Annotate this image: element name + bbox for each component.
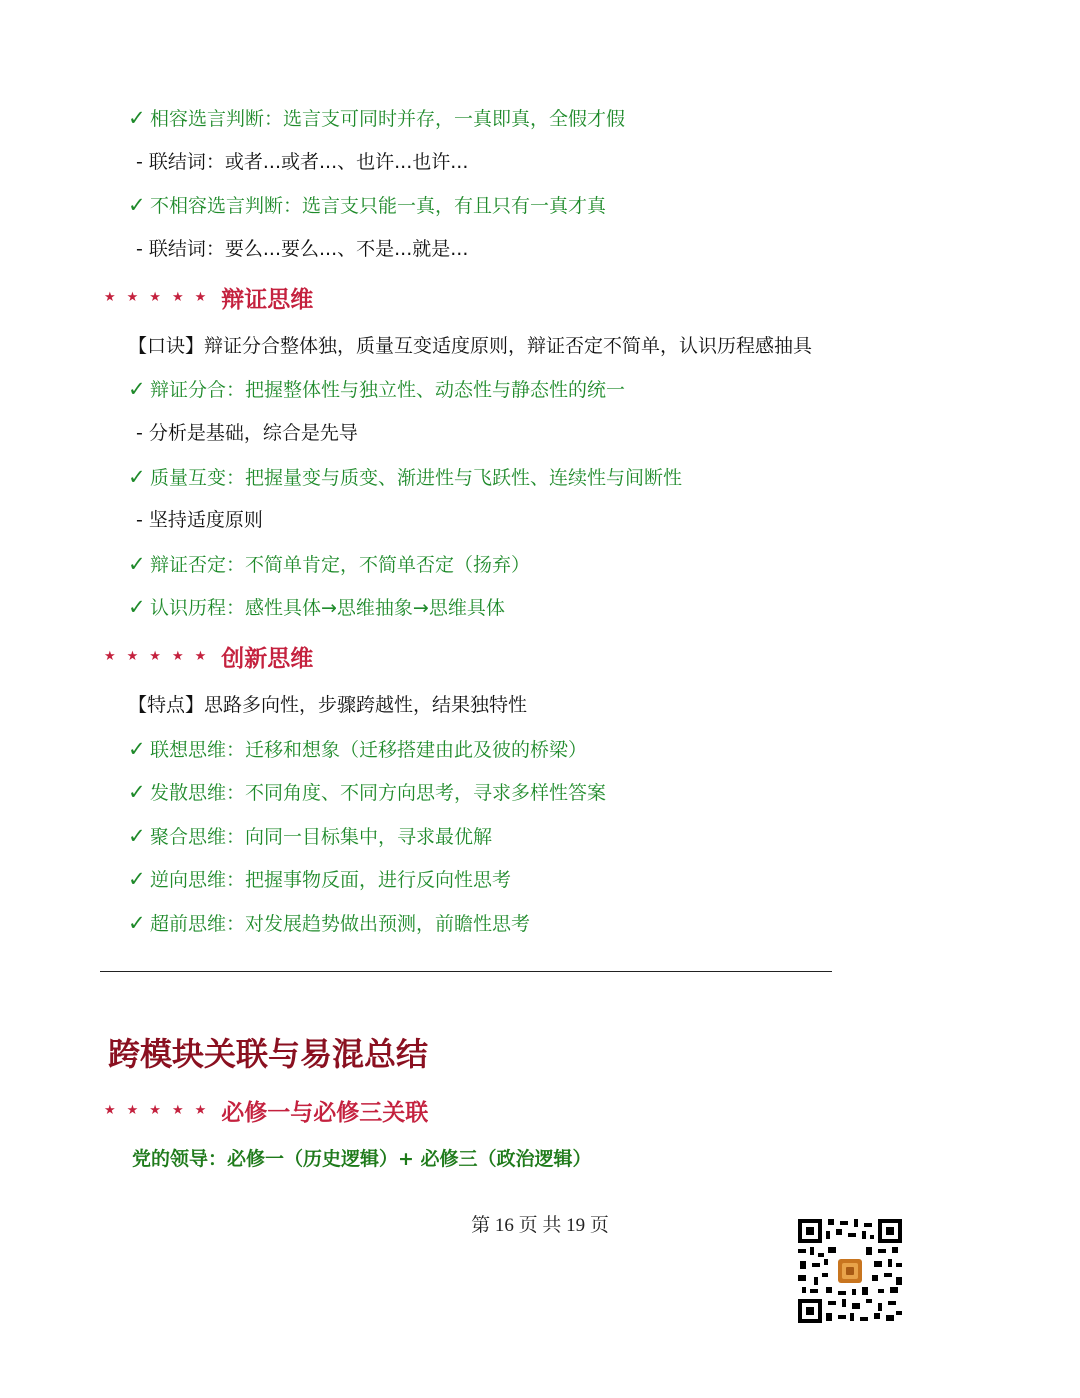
heading-text: 必修一与必修三关联 (221, 1099, 429, 1126)
check-icon: ✓ (128, 595, 146, 619)
innovation-item (128, 736, 587, 763)
check-icon: ✓ (128, 780, 146, 804)
stars-icon: ★★★★★ (104, 648, 218, 664)
innovation-item (128, 910, 530, 937)
check-icon: ✓ (128, 911, 146, 935)
logic-item-incompatible (128, 192, 606, 219)
item-text: 联想思维：迁移和想象（迁移搭建由此及彼的桥梁） (150, 739, 588, 761)
item-text: 逆向思维：把握事物反面，进行反向性思考 (150, 869, 512, 891)
logic-item-compatible (128, 105, 625, 132)
check-icon: ✓ (128, 552, 146, 576)
item-text: 超前思维：对发展趋势做出预测，前瞻性思考 (150, 913, 531, 935)
innovation-heading (104, 640, 313, 672)
check-icon: ✓ (128, 824, 146, 848)
dialectic-sub: - 坚持适度原则 (136, 509, 263, 531)
innovation-item (128, 823, 492, 850)
summary-party-leadership: 党的领导：必修一（历史逻辑）+ 必修三（政治逻辑） (132, 1148, 592, 1170)
item-text: 认识历程：感性具体→思维抽象→思维具体 (150, 597, 505, 619)
check-icon: ✓ (128, 193, 146, 217)
innovation-item (128, 779, 606, 806)
check-icon: ✓ (128, 867, 146, 891)
page-number: 第 16 页 共 19 页 (471, 1215, 609, 1236)
dialectic-heading (104, 281, 313, 313)
innovation-item (128, 866, 511, 893)
item-text: 不相容选言判断：选言支只能一真，有且只有一真才真 (150, 195, 607, 217)
check-icon: ✓ (128, 465, 146, 489)
item-text: 辩证否定：不简单肯定，不简单否定（扬弃） (150, 554, 531, 576)
logic-sub-connectives-2: - 联结词：要么...要么...、不是...就是... (136, 238, 469, 260)
qr-code-icon (796, 1217, 904, 1325)
check-icon: ✓ (128, 737, 146, 761)
heading-text: 辩证思维 (221, 286, 314, 313)
item-text: 辩证分合：把握整体性与独立性、动态性与静态性的统一 (150, 379, 626, 401)
summary-title: 跨模块关联与易混总结 (108, 1035, 429, 1073)
stars-icon: ★★★★★ (104, 289, 218, 305)
innovation-feature: 【特点】思路多向性，步骤跨越性，结果独特性 (128, 694, 528, 716)
stars-icon: ★★★★★ (104, 1102, 218, 1118)
item-text: 相容选言判断：选言支可同时并存，一真即真，全假才假 (150, 108, 626, 130)
summary-subsection-heading (104, 1094, 428, 1126)
check-icon: ✓ (128, 106, 146, 130)
dialectic-item (128, 594, 505, 621)
dialectic-formula: 【口诀】辩证分合整体独，质量互变适度原则，辩证否定不简单，认识历程感抽具 (128, 335, 813, 357)
item-text: 发散思维：不同角度、不同方向思考，寻求多样性答案 (150, 782, 607, 804)
section-divider (100, 971, 832, 972)
dialectic-item (128, 551, 530, 578)
check-icon: ✓ (128, 377, 146, 401)
heading-text: 创新思维 (221, 645, 314, 672)
dialectic-sub: - 分析是基础，综合是先导 (136, 422, 358, 444)
item-text: 质量互变：把握量变与质变、渐进性与飞跃性、连续性与间断性 (150, 467, 683, 489)
dialectic-item (128, 464, 682, 491)
dialectic-item (128, 376, 625, 403)
logic-sub-connectives-1: - 联结词：或者...或者...、也许...也许... (136, 151, 469, 173)
item-text: 聚合思维：向同一目标集中，寻求最优解 (150, 826, 493, 848)
